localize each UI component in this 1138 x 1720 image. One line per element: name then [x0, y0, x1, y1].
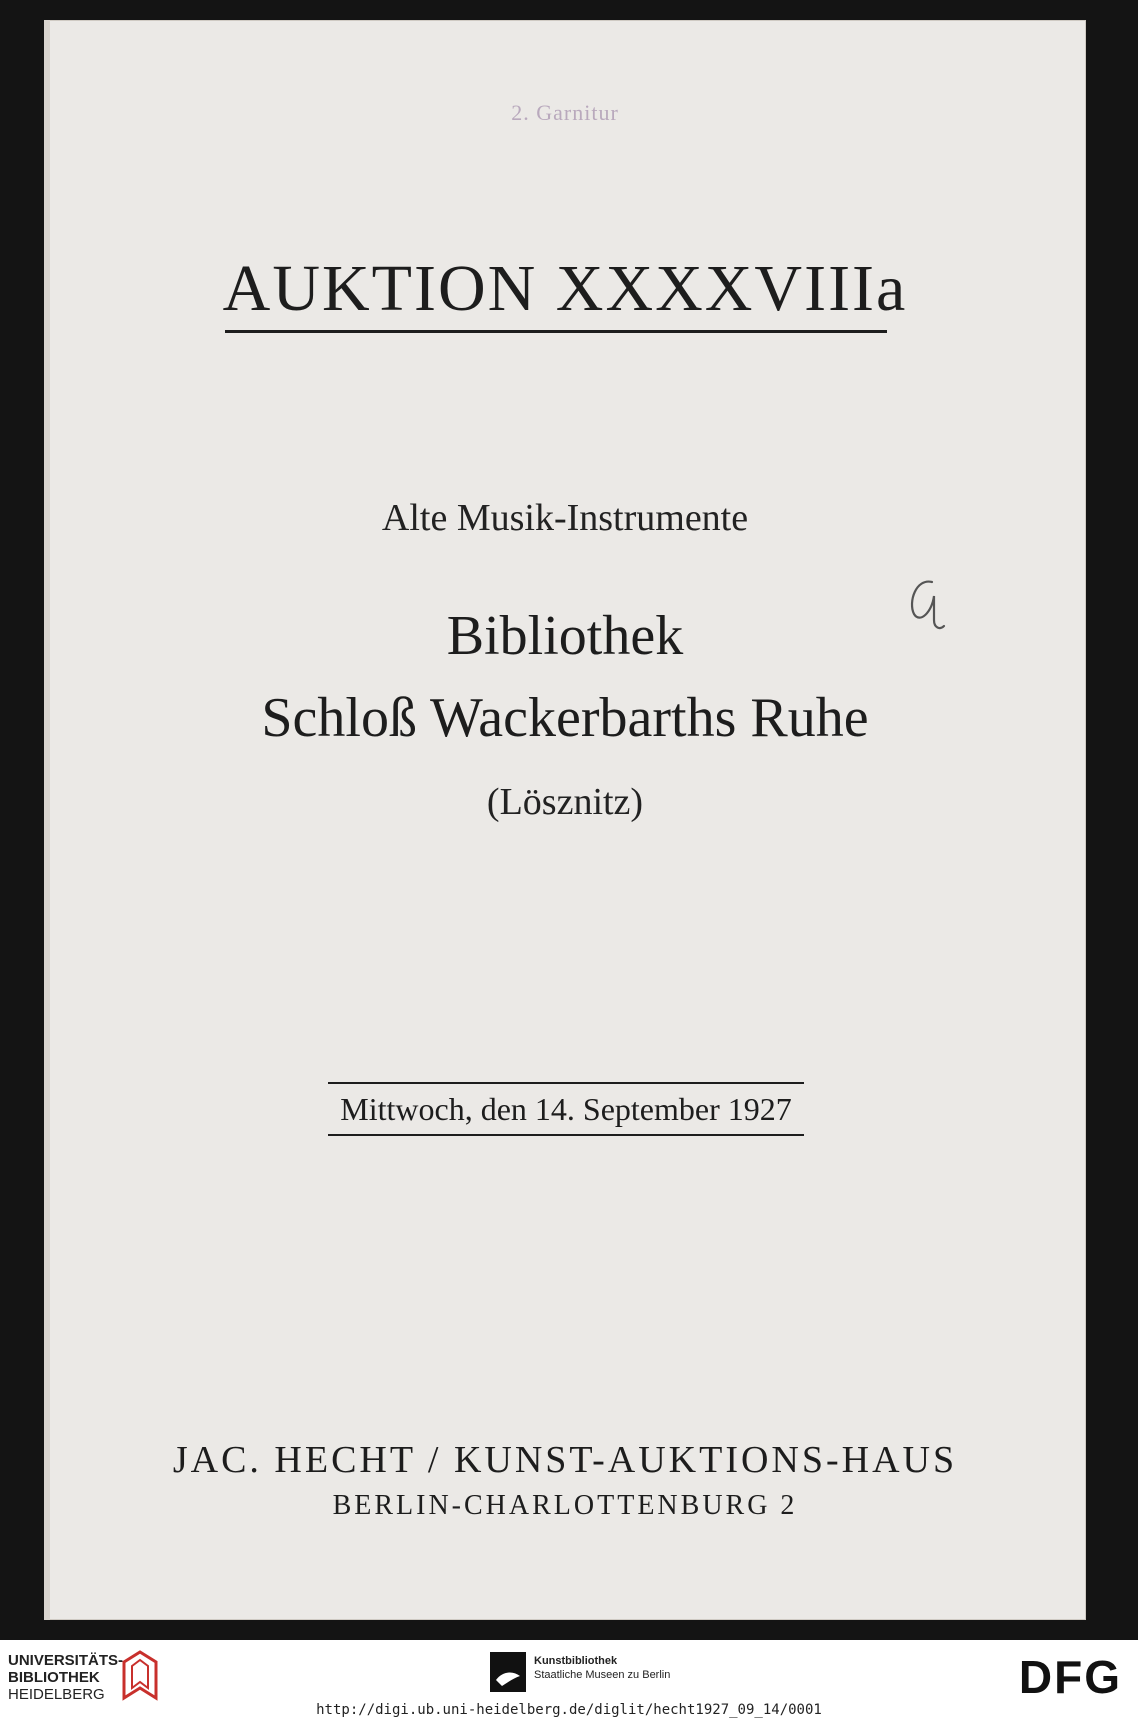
catalog-subtitle: Alte Musik-Instrumente — [381, 497, 749, 539]
kunstbibliothek-mark-icon — [488, 1650, 528, 1694]
collection-heading-line1: Bibliothek — [446, 605, 684, 667]
ub-heidelberg-logo-text — [8, 1652, 123, 1703]
permalink-url[interactable]: http://digi.ub.uni-heidelberg.de/diglit/hecht1927_09_14/0001 — [316, 1702, 822, 1718]
auction-date — [328, 1082, 804, 1136]
title-underline — [225, 330, 887, 333]
ub-heidelberg-mark-icon — [120, 1648, 160, 1702]
auction-title: AUKTION XXXXVIIIa — [222, 252, 908, 325]
kunstbibliothek-label — [534, 1654, 670, 1682]
auction-house-address: BERLIN-CHARLOTTENBURG 2 — [332, 1490, 798, 1521]
catalog-cover-page — [44, 20, 1086, 1620]
auction-date-text: Mittwoch, den 14. September 1927 — [340, 1090, 792, 1127]
kb-line1: Kunstbibliothek — [534, 1655, 618, 1667]
kb-line2: Staatliche Museen zu Berlin — [534, 1669, 671, 1681]
ub-logo-line1: UNIVERSITÄTS- — [8, 1652, 124, 1669]
digitization-footer — [0, 1640, 1138, 1720]
ub-logo-line3: HEIDELBERG — [8, 1686, 105, 1703]
library-stamp: 2. Garnitur — [511, 100, 619, 125]
collection-place: (Lösznitz) — [486, 781, 644, 823]
ub-logo-line2: BIBLIOTHEK — [8, 1669, 100, 1686]
dfg-logo: DFG — [1018, 1651, 1122, 1703]
collection-heading-line2: Schloß Wackerbarths Ruhe — [261, 687, 869, 749]
pencil-annotation — [894, 568, 954, 638]
auction-house-name: JAC. HECHT / KUNST-AUKTIONS-HAUS — [172, 1439, 958, 1481]
